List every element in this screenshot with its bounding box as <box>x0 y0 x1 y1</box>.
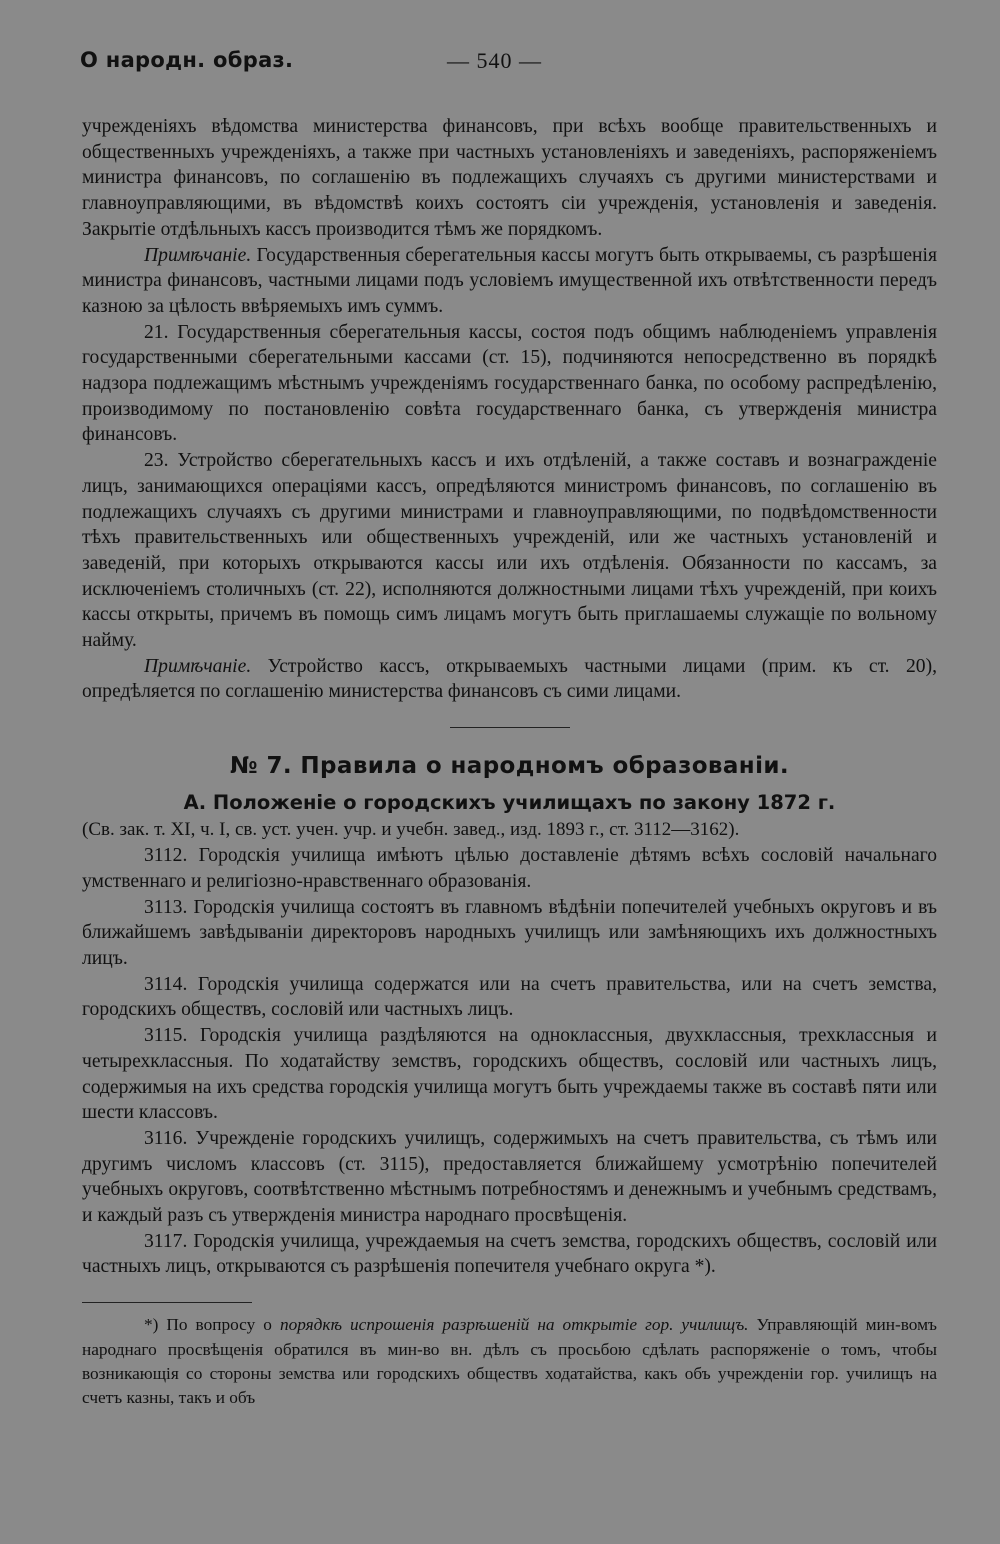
section-source: (Св. зак. т. XI, ч. I, св. уст. учен. учр. и учебн. завед., изд. 1893 г., ст. 3112—3162). <box>82 819 740 841</box>
article-23: 23. Устройство сберегательныхъ кассъ и ихъ отдѣленій, а также составъ и вознагражденіе лицъ, занимающихся операціями кассъ, опредѣляются министромъ финансовъ, по соглашенію въ подлежащихъ случаяхъ съ другими министрами и главноуправляющими, по подвѣдомственности тѣхъ правительственныхъ или общественныхъ учрежденій, или же частныхъ установленій и заведеній, при которыхъ открываются кассы или ихъ отдѣленія. Обязанности по кассамъ, за исключеніемъ столичныхъ (ст. 22), исполняются должностными лицами тѣхъ учрежденій, при коихъ кассы открыты, причемъ въ помощь симъ лицамъ могутъ быть приглашаемы служащіе по вольному найму. <box>82 450 937 652</box>
body-text <box>82 114 937 1411</box>
note-paragraph <box>82 654 937 705</box>
section-divider <box>450 727 570 728</box>
page-header <box>80 48 940 88</box>
note-text: Государственныя сберегательныя кассы могутъ быть открываемы, съ разрѣшенія министра финансовъ, частными лицами подъ условіемъ имущественной ихъ отвѣтственности передъ казною за цѣлость ввѣряемыхъ имъ суммъ. <box>82 244 937 317</box>
footnote-body: Управляющій мин-вомъ народнаго просвѣщенія обратился въ мин-во вн. дѣлъ съ просьбою сдѣлать распоряженіе о томъ, чтобы возникающія со стороны земства или городскихъ обществъ ходатайства, какъ объ учрежденіи гор. училищъ на счетъ казны, такъ и объ <box>82 1315 937 1408</box>
article-3112: 3112. Городскія училища имѣютъ цѣлью доставленіе дѣтямъ всѣхъ сословій начальнаго умственнаго и религіозно-нравственнаго образованія. <box>82 845 937 892</box>
running-head: О народн. образ. <box>80 48 294 72</box>
footnote-text <box>82 1313 937 1411</box>
footnote-italic: порядкѣ испрошенія разрѣшеній на открытіе гор. училищъ. <box>279 1315 749 1335</box>
section-subtitle: А. Положеніе о городскихъ училищахъ по закону 1872 г. <box>183 791 836 815</box>
footnote <box>82 1313 937 1411</box>
note-label: Примѣчаніе. <box>144 244 252 266</box>
footnote-marker: *) По вопросу о <box>144 1315 272 1335</box>
note-text: Устройство кассъ, открываемыхъ частными лицами (прим. къ ст. 20), опредѣляется по соглашенію министерства финансовъ съ сими лицами. <box>82 655 938 703</box>
footnote-divider <box>82 1302 252 1303</box>
article-3116: 3116. Учрежденіе городскихъ училищъ, содержимыхъ на счетъ правительства, съ тѣмъ или другимъ числомъ классовъ (ст. 3115), предоставляется ближайшему усмотрѣнію попечителей учебныхъ округовъ, соотвѣтственно мѣстнымъ потребностямъ и денежнымъ и учебнымъ средствамъ, и каждый разъ съ утвержденія министра народнаго просвѣщенія. <box>82 1127 937 1227</box>
article-3115: 3115. Городскія училища раздѣляются на одноклассныя, двухклассныя, трехклассныя и четырехклассныя. По ходатайству земствъ, городскихъ обществъ, сословій или частныхъ лицъ, содержимыя на ихъ средства городскія училища могутъ быть учреждаемы также въ составѣ пяти или шести классовъ. <box>82 1025 937 1124</box>
section-title: № 7. Правила о народномъ образованіи. <box>229 753 790 780</box>
article-3117: 3117. Городскія училища, учреждаемыя на счетъ земства, городскихъ обществъ, сословій или частныхъ лицъ, открываются съ разрѣшенія попечителя учебнаго округа *). <box>82 1230 937 1278</box>
note-paragraph <box>82 243 937 320</box>
article-21: 21. Государственныя сберегательныя кассы, состоя подъ общимъ наблюденіемъ управленія государственными сберегательными кассами (ст. 15), подчиняются непосредственно въ порядкѣ надзора подлежащимъ мѣстнымъ учрежденіямъ государственнаго банка, по особому распредѣленію, производимому по постановленію совѣта государственнаго банка, съ утвержденія министра финансовъ. <box>82 321 937 446</box>
article-3113: 3113. Городскія училища состоятъ въ главномъ вѣдѣніи попечителей учебныхъ округовъ и въ ближайшемъ завѣдываніи директоровъ народныхъ училищъ или замѣняющихъ ихъ должностныхъ лицъ. <box>82 896 937 969</box>
article-3114: 3114. Городскія училища содержатся или на счетъ правительства, или на счетъ земства, городскихъ обществъ, сословій или частныхъ лицъ. <box>82 973 937 1021</box>
paragraph-continued: учрежденіяхъ вѣдомства министерства финансовъ, при всѣхъ вообще правительственныхъ и общественныхъ учрежденіяхъ, а также при частныхъ установленіяхъ и заведеніяхъ, распоряженіемъ министра финансовъ, по соглашенію въ подлежащихъ случаяхъ съ другими министерствами и главноуправляющими, въ вѣдомствѣ коихъ состоятъ сіи учрежденія, установленія и заведенія. Закрытіе отдѣльныхъ кассъ производится тѣмъ же порядкомъ. <box>82 116 937 240</box>
note-label: Примѣчаніе. <box>144 655 252 677</box>
page-number: — 540 — <box>447 48 542 73</box>
